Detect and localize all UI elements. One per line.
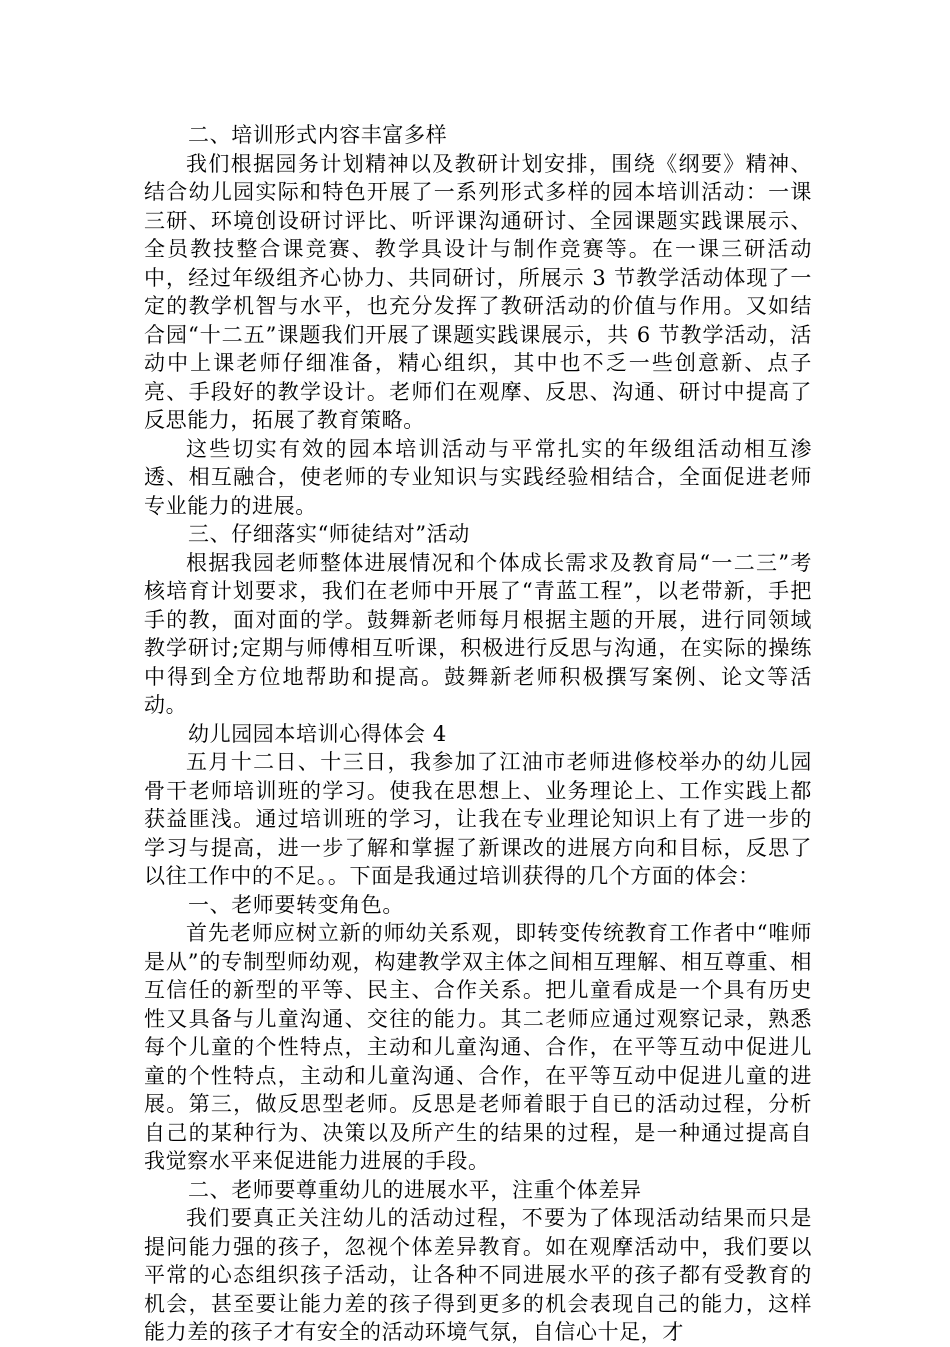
paragraph-respect-differences: 我们要真正关注幼儿的活动过程，不要为了体现活动结果而只是提问能力强的孩子，忽视个体差异教育。如在观摩活动中，我们要以平常的心态组织孩子活动，让各种不同进展水平的孩子都有受教育的机会，甚至要让能力差的孩子得到更多的机会表现自己的能力，这样能力差的孩子才有安全的活动环境气氛，自信心十足，才	[144, 1206, 812, 1344]
paragraph-mentorship: 根据我园老师整体进展情况和个体成长需求及教育局“一二三”考核培育计划要求，我们在老师中开展了“青蓝工程”，以老带新，手把手的教，面对面的学。鼓舞新老师每月根据主题的开展，进行同领域教学研讨;定期与师傅相互听课，积极进行反思与沟通，在实际的操练中得到全方位地帮助和提高。鼓舞新老师积极撰写案例、论文等活动。	[144, 550, 812, 717]
essay-title-4: 幼儿园园本培训心得体会 4	[188, 721, 447, 746]
paragraph-training-activities: 我们根据园务计划精神以及教研计划安排，围绕《纲要》精神、结合幼儿园实际和特色开展了一系列形式多样的园本培训活动：一课三研、环境创设研讨评比、听评课沟通研讨、全园课题实践课展示、全员教技整合课竞赛、教学具设计与制作竞赛等。在一课三研活动中，经过年级组齐心协力、共同研讨，所展示 3 节教学活动体现了一定的教学机智与水平，也充分发挥了教研活动的价值与作用。又如结合园“十二五”课题我们开展了课题实践课展示，共 6 节教学活动，活动中上课老师仔细准备，精心组织，其中也不乏一些创意新、点子亮、手段好的教学设计。老师们在观摩、反思、沟通、研讨中提高了反思能力，拓展了教育策略。	[144, 151, 812, 432]
paragraph-training-effects: 这些切实有效的园本培训活动与平常扎实的年级组活动相互渗透、相互融合，使老师的专业知识与实践经验相结合，全面促进老师专业能力的进展。	[144, 436, 812, 518]
document-page	[144, 121, 812, 1347]
paragraph-training-course: 五月十二日、十三日，我参加了江油市老师进修校举办的幼儿园骨干老师培训班的学习。使我在思想上、业务理论上、工作实践上都获益匪浅。通过培训班的学习，让我在专业理论知识上有了进一步的学习与提高，进一步了解和掌握了新课改的进展方向和目标，反思了以往工作中的不足。。下面是我通过培训获得的几个方面的体会：	[144, 750, 812, 888]
section-heading-respect-differences: 二、老师要尊重幼儿的进展水平，注重个体差异	[188, 1177, 642, 1202]
paragraph-change-role: 首先老师应树立新的师幼关系观，即转变传统教育工作者中“唯师是从”的专制型师幼观，构建教学双主体之间相互理解、相互尊重、相互信任的新型的平等、民主、合作关系。把儿童看成是一个具有历史性又具备与儿童沟通、交往的能力。其二老师应通过观察记录，熟悉每个儿童的个性特点，主动和儿童沟通、合作，在平等互动中促进儿童的个性特点，主动和儿童沟通、合作，在平等互动中促进儿童的进展。第三，做反思型老师。反思是老师着眼于自已的活动过程，分析自己的某种行为、决策以及所产生的结果的过程，是一种通过提高自我觉察水平来促进能力进展的手段。	[144, 921, 812, 1173]
section-heading-training-forms: 二、培训形式内容丰富多样	[188, 123, 448, 147]
section-heading-mentorship: 三、仔细落实“师徒结对”活动	[188, 522, 470, 546]
section-heading-change-role: 一、老师要转变角色。	[188, 892, 404, 917]
